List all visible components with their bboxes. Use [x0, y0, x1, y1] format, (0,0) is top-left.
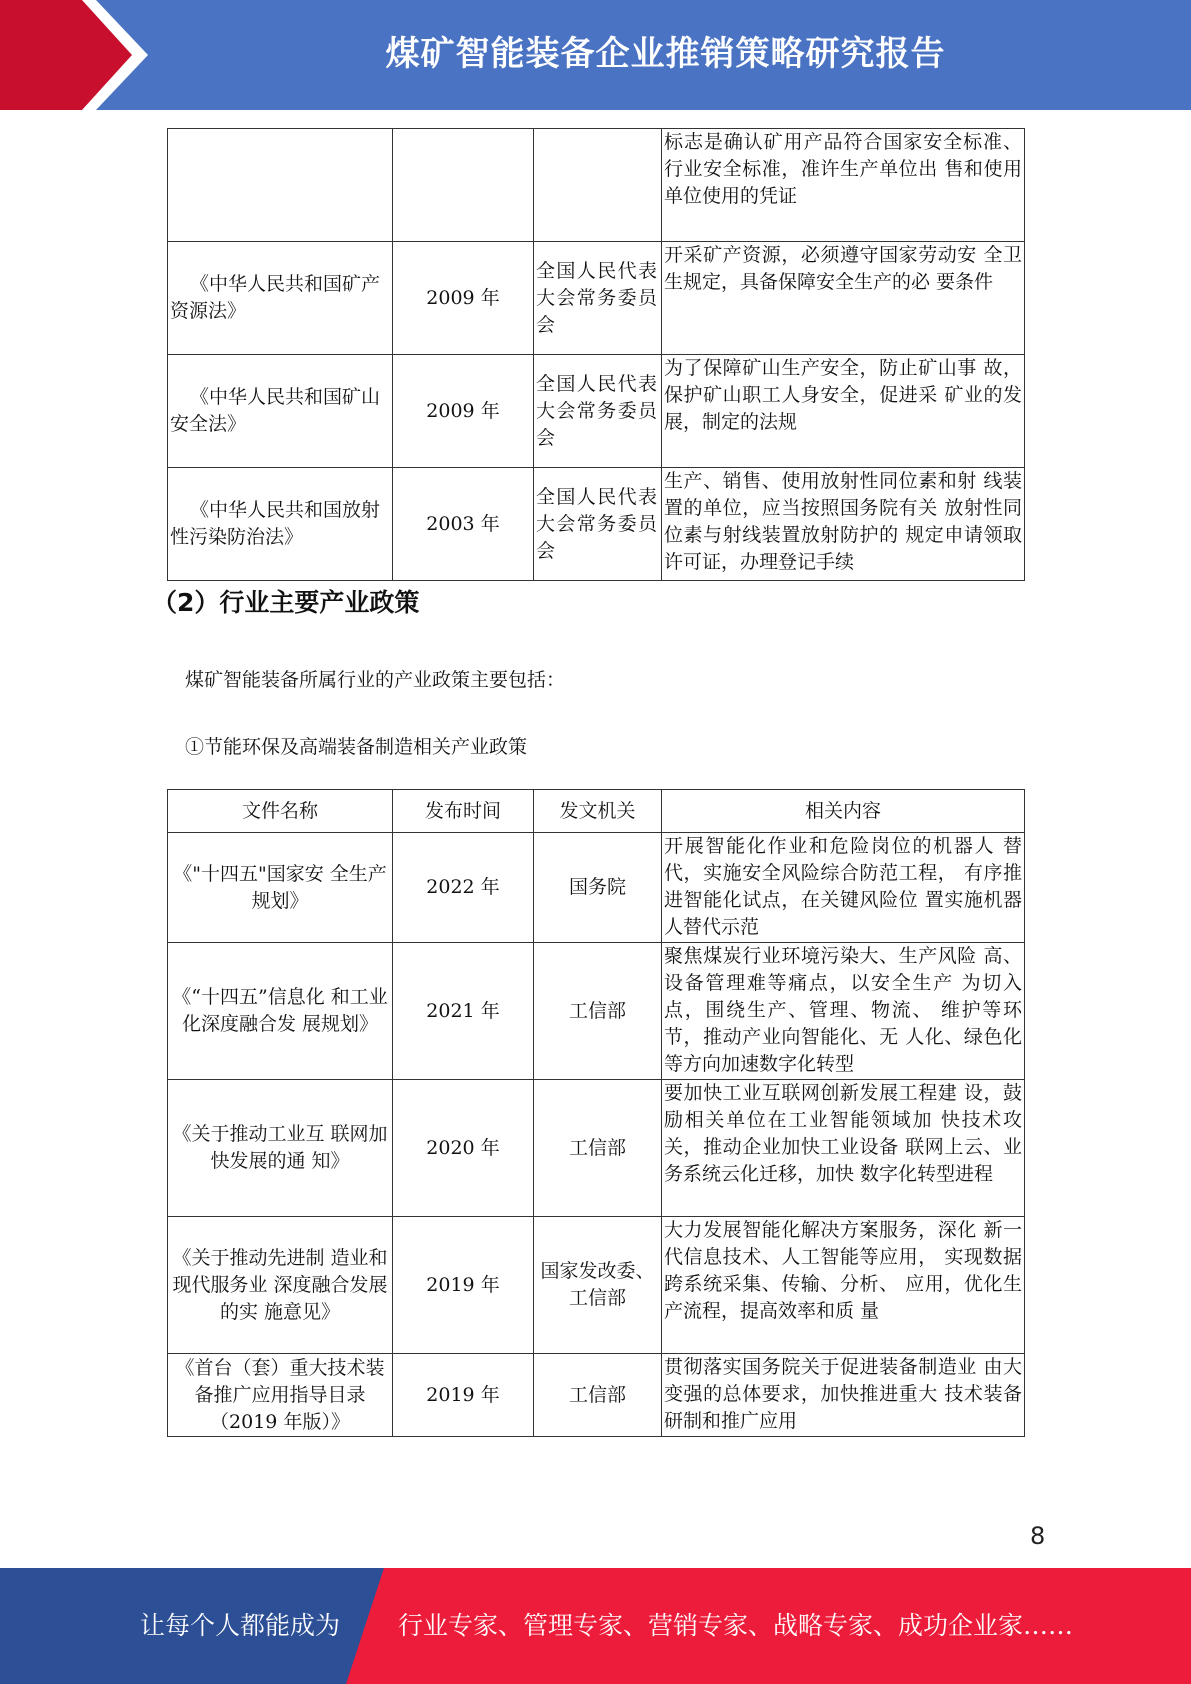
org-cell: 工信部	[534, 1354, 662, 1437]
table-row	[168, 833, 1025, 943]
header-red-arrow	[0, 0, 160, 110]
table-row	[168, 1080, 1025, 1217]
org-cell: 工信部	[534, 1080, 662, 1217]
content-cell: 标志是确认矿用产品符合国家安全标准、行业安全标准，准许生产单位出 售和使用单位使用的凭证	[662, 129, 1025, 242]
page-number: 8	[1030, 1522, 1046, 1550]
content-cell: 聚焦煤炭行业环境污染大、生产风险 高、设备管理难等痛点，以安全生产 为切入点，围绕生产、管理、物流、 维护等环节，推动产业向智能化、无 人化、绿色化等方向加速数字化转型	[662, 943, 1025, 1080]
year-cell: 2009 年	[393, 242, 534, 355]
org-cell: 工信部	[534, 943, 662, 1080]
year-cell: 2019 年	[393, 1217, 534, 1354]
subsection-label: ①节能环保及高端装备制造相关产业政策	[185, 736, 528, 758]
footer-slogan-left: 让每个人都能成为	[140, 1611, 341, 1640]
doc-name-cell: 《"十四五"国家安 全生产规划》	[168, 833, 393, 943]
page-footer	[0, 1568, 1191, 1684]
year-cell: 2003 年	[393, 468, 534, 581]
laws-table	[167, 128, 1025, 581]
table-row	[168, 355, 1025, 468]
section-heading: （2）行业主要产业政策	[152, 588, 420, 617]
table-header-row	[168, 790, 1025, 833]
year-cell: 2021 年	[393, 943, 534, 1080]
doc-name-cell: 《中华人民共和国放射性污染防治法》	[168, 468, 393, 581]
doc-name-cell: 《关于推动工业互 联网加快发展的通 知》	[168, 1080, 393, 1217]
org-cell: 全国人民代表大会常务委员会	[534, 242, 662, 355]
intro-paragraph: 煤矿智能装备所属行业的产业政策主要包括：	[185, 669, 566, 691]
doc-name-cell: 《“十四五”信息化 和工业化深度融合发 展规划》	[168, 943, 393, 1080]
doc-name-cell	[168, 129, 393, 242]
content-cell: 开展智能化作业和危险岗位的机器人 替代，实施安全风险综合防范工程， 有序推进智能化试点，在关键风险位 置实施机器人替代示范	[662, 833, 1025, 943]
table-row	[168, 242, 1025, 355]
year-cell: 2019 年	[393, 1354, 534, 1437]
content-cell: 开采矿产资源，必须遵守国家劳动安 全卫生规定，具备保障安全生产的必 要条件	[662, 242, 1025, 355]
doc-name-cell: 《中华人民共和国矿山安全法》	[168, 355, 393, 468]
column-header: 相关内容	[662, 790, 1025, 833]
table-row	[168, 943, 1025, 1080]
table-row	[168, 129, 1025, 242]
year-cell: 2020 年	[393, 1080, 534, 1217]
year-cell: 2022 年	[393, 833, 534, 943]
content-cell: 要加快工业互联网创新发展工程建 设，鼓励相关单位在工业智能领域加 快技术攻关，推动企业加快工业设备 联网上云、业务系统云化迁移，加快 数字化转型进程	[662, 1080, 1025, 1217]
header-title: 煤矿智能装备企业推销策略研究报告	[385, 34, 946, 74]
org-cell: 国家发改委、工信部	[534, 1217, 662, 1354]
table-row	[168, 468, 1025, 581]
year-cell	[393, 129, 534, 242]
org-cell: 全国人民代表大会常务委员会	[534, 468, 662, 581]
doc-name-cell: 《关于推动先进制 造业和现代服务业 深度融合发展的实 施意见》	[168, 1217, 393, 1354]
content-cell: 贯彻落实国务院关于促进装备制造业 由大变强的总体要求，加快推进重大 技术装备研制和推广应用	[662, 1354, 1025, 1437]
footer-slogan-right: 行业专家、管理专家、营销专家、战略专家、成功企业家……	[398, 1611, 1074, 1640]
doc-name-cell: 《中华人民共和国矿产资源法》	[168, 242, 393, 355]
content-cell: 生产、销售、使用放射性同位素和射 线装置的单位，应当按照国务院有关 放射性同位素与射线装置放射防护的 规定申请领取许可证，办理登记手续	[662, 468, 1025, 581]
org-cell: 国务院	[534, 833, 662, 943]
table-row	[168, 1354, 1025, 1437]
org-cell: 全国人民代表大会常务委员会	[534, 355, 662, 468]
doc-name-cell: 《首台（套）重大技术装备推广应用指导目录（2019 年版）》	[168, 1354, 393, 1437]
content-cell: 为了保障矿山生产安全，防止矿山事 故，保护矿山职工人身安全，促进采 矿业的发展，制定的法规	[662, 355, 1025, 468]
content-cell: 大力发展智能化解决方案服务，深化 新一代信息技术、人工智能等应用， 实现数据跨系统采集、传输、分析、 应用，优化生产流程，提高效率和质 量	[662, 1217, 1025, 1354]
column-header: 发布时间	[393, 790, 534, 833]
page-header	[0, 0, 1191, 110]
column-header: 文件名称	[168, 790, 393, 833]
table-row	[168, 1217, 1025, 1354]
policy-table	[167, 789, 1025, 1437]
org-cell	[534, 129, 662, 242]
column-header: 发文机关	[534, 790, 662, 833]
year-cell: 2009 年	[393, 355, 534, 468]
